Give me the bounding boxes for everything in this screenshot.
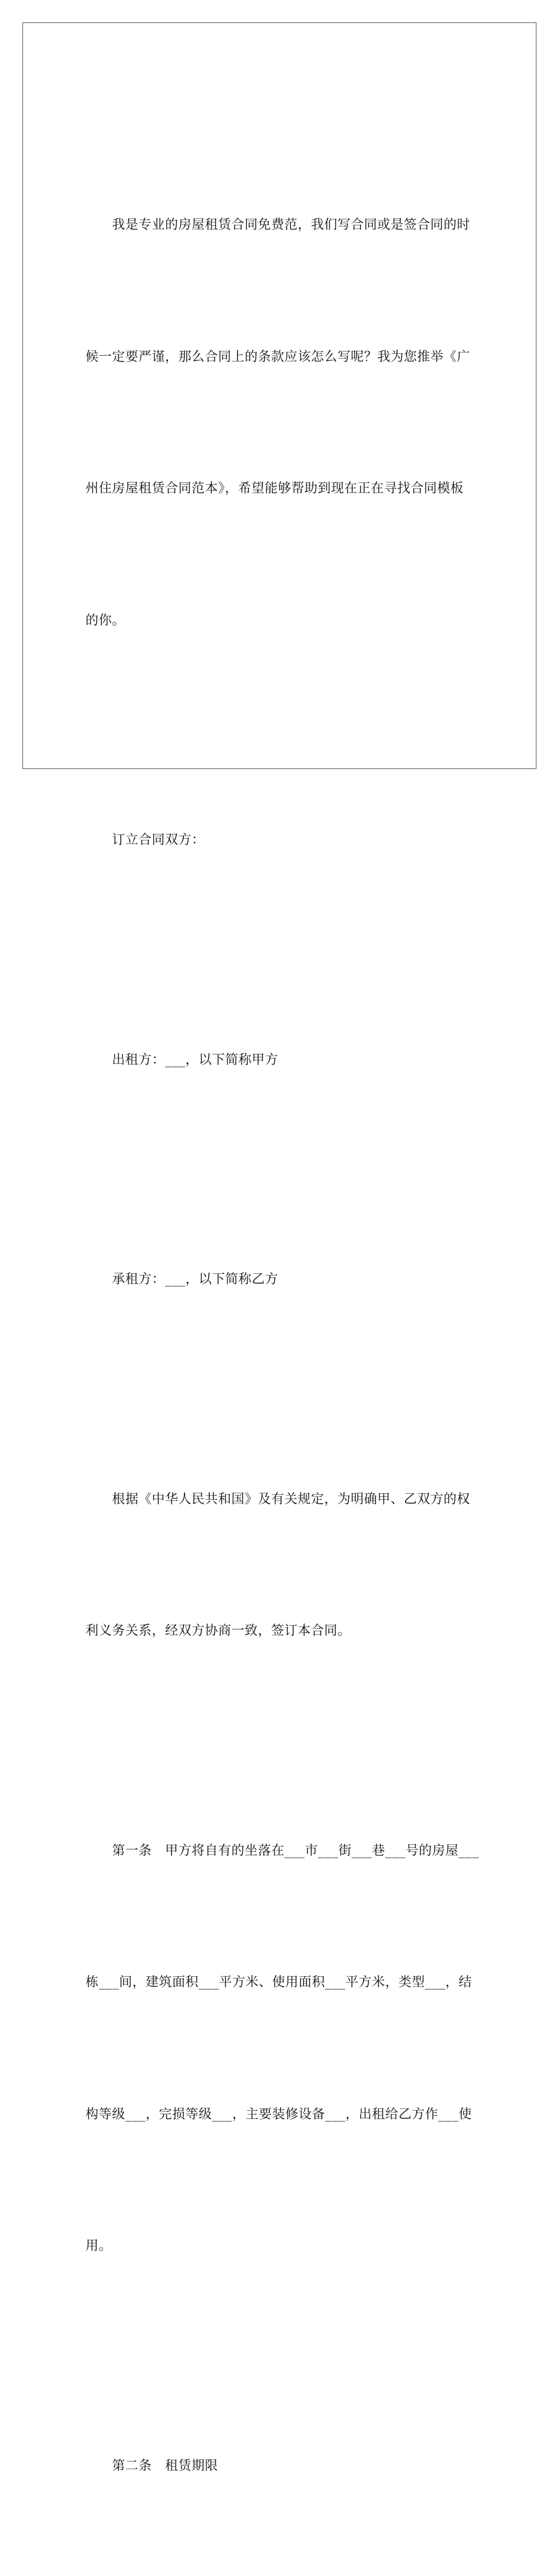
lessor-line bbox=[85, 951, 475, 1171]
text-line: 候一定要严谨，那么合同上的条款应该怎么写呢？我为您推举《广 bbox=[85, 336, 475, 380]
lessee-line bbox=[85, 1170, 475, 1390]
text-line: 第一条 甲方将自有的坐落在___市___街___巷___号的房屋___ bbox=[85, 1829, 475, 1874]
text-line: 订立合同双方： bbox=[85, 819, 475, 863]
text-line: 利义务关系，经双方协商一致，签订本合同。 bbox=[85, 1609, 475, 1654]
parties-heading bbox=[85, 731, 475, 951]
article-one-paragraph bbox=[85, 1742, 475, 2357]
article-two-heading bbox=[85, 2357, 475, 2576]
text-line: 第二条 租赁期限 bbox=[85, 2444, 475, 2489]
text-line: 根据《中华人民共和国》及有关规定，为明确甲、乙双方的权 bbox=[85, 1478, 475, 1522]
text-line: 的你。 bbox=[85, 599, 475, 643]
document-body bbox=[85, 116, 475, 2576]
text-line: 栋___间，建筑面积___平方米、使用面积___平方米，类型___，结 bbox=[85, 1961, 475, 2005]
text-line: 出租方：___，以下简称甲方 bbox=[85, 1039, 475, 1083]
text-line: 我是专业的房屋租赁合同免费范，我们写合同或是签合同的时 bbox=[85, 203, 475, 248]
basis-paragraph bbox=[85, 1390, 475, 1742]
text-line: 用。 bbox=[85, 2225, 475, 2269]
text-line: 州住房屋租赁合同范本》，希望能够帮助到现在正在寻找合同模板 bbox=[85, 467, 475, 511]
text-line: 承租方：___，以下简称乙方 bbox=[85, 1258, 475, 1302]
text-line: 构等级___，完损等级___，主要装修设备___，出租给乙方作___使 bbox=[85, 2093, 475, 2137]
intro-paragraph bbox=[85, 116, 475, 731]
